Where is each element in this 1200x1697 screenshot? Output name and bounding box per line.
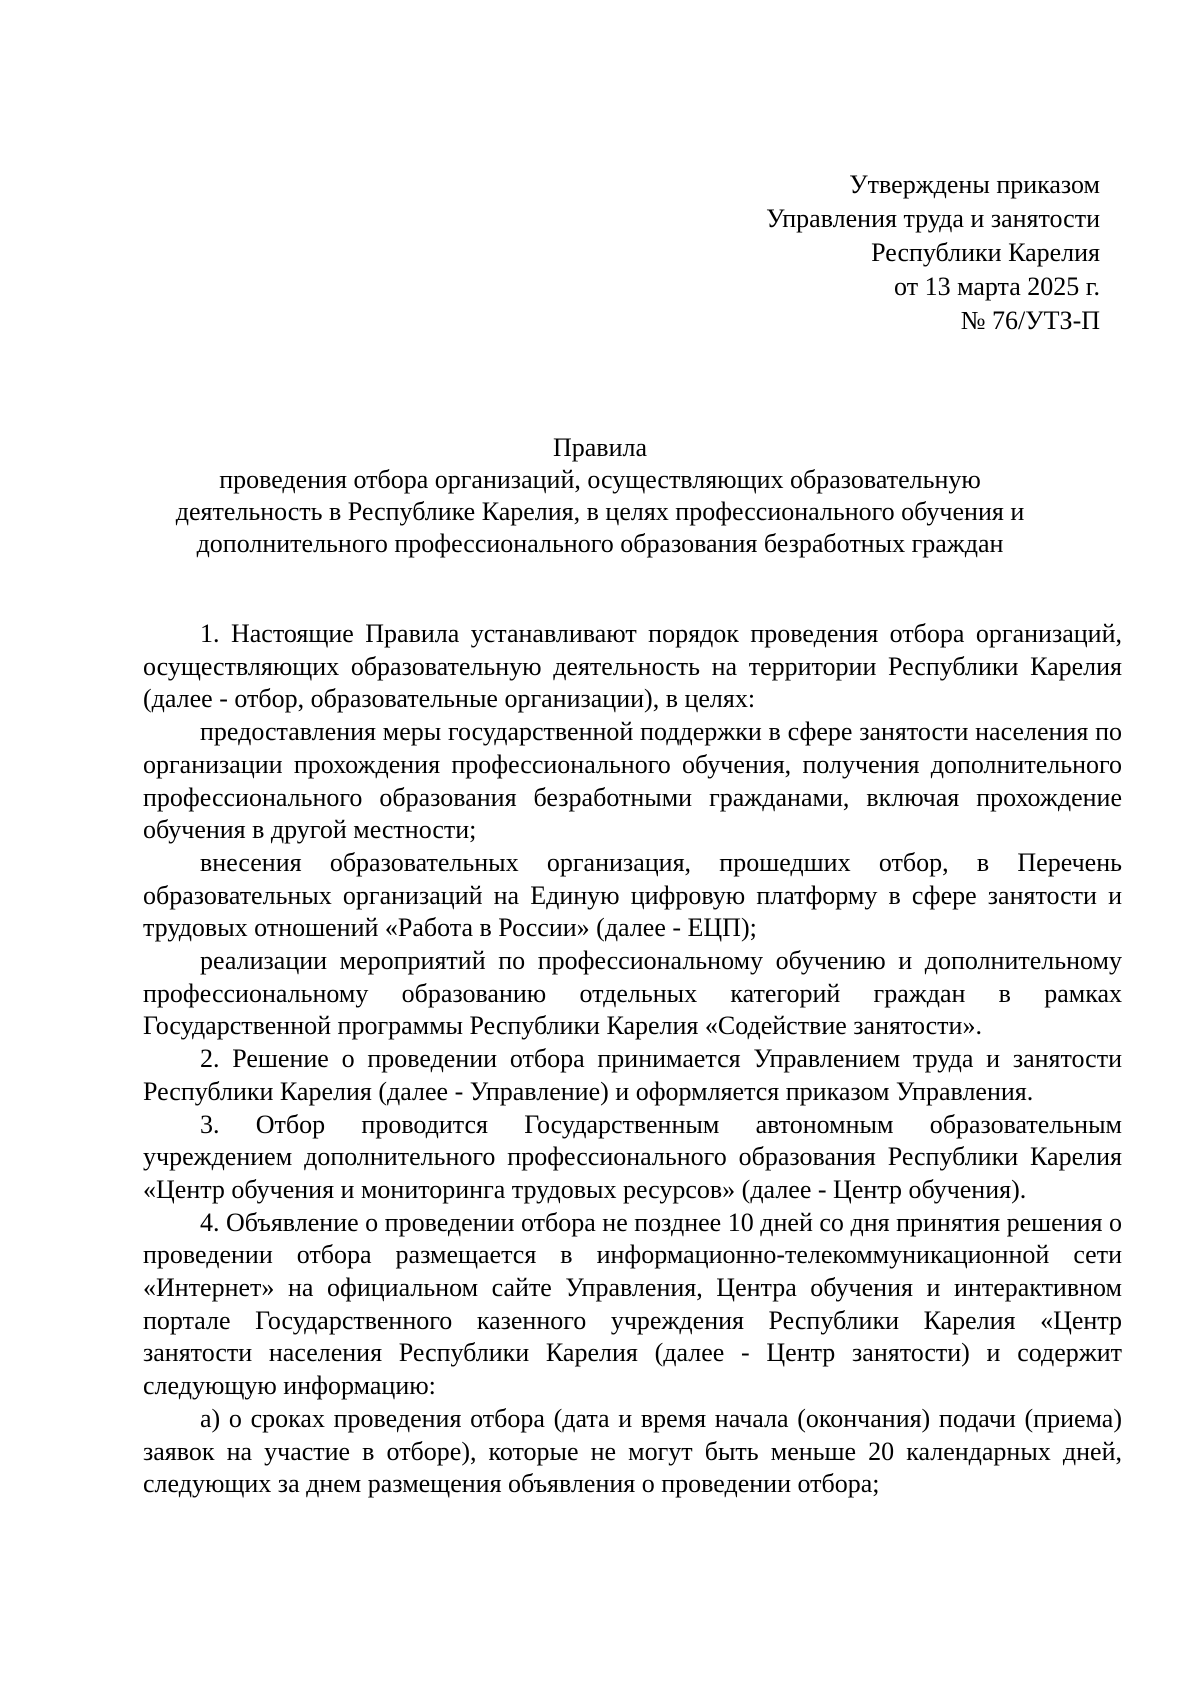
document-title [130,432,1070,560]
approval-line: Утверждены приказом [849,170,1100,199]
paragraph: 1. Настоящие Правила устанавливают порядок проведения отбора организаций, осуществляющих образовательную деятельность на территории Республики Карелия (далее - отбор, образовательные организации), в целях: [143,619,1122,714]
paragraph: 4. Объявление о проведении отбора не позднее 10 дней со дня принятия решения о проведении отбора размещается в информационно-телекоммуникационной сети «Интернет» на официальном сайте Управления, Центра обучения и интерактивном портале Государственного казенного учреждения Республики Карелия «Центр занятости населения Республики Карелия (далее - Центр занятости) и содержит следующую информацию: [143,1207,1122,1401]
paragraph: предоставления меры государственной поддержки в сфере занятости населения по организации прохождения профессионального обучения, получения дополнительного профессионального образования безработными гражданами, включая прохождение обучения в другой местности; [143,717,1122,845]
approval-stamp-block [500,168,1100,338]
approval-number: № 76/УТЗ-П [960,306,1100,335]
title-heading: Правила [552,433,648,462]
paragraph: реализации мероприятий по профессиональному обучению и дополнительному профессиональному образованию отдельных категорий граждан в рамках Государственной программы Республики Карелия «Содействие занятости». [143,946,1122,1041]
title-subline: проведения отбора организаций, осуществляющих образовательную [219,465,981,494]
paragraph: 2. Решение о проведении отбора принимается Управлением труда и занятости Республики Карелия (далее - Управление) и оформляется приказом Управления. [143,1044,1122,1106]
document-body [143,618,1122,1501]
paragraph: 3. Отбор проводится Государственным автономным образовательным учреждением дополнительного профессионального образования Республики Карелия «Центр обучения и мониторинга трудовых ресурсов» (далее - Центр обучения). [143,1109,1122,1204]
approval-date: от 13 марта 2025 г. [894,272,1100,301]
title-subline: дополнительного профессионального образования безработных граждан [196,529,1004,558]
approval-line: Республики Карелия [871,238,1100,267]
title-subline: деятельность в Республике Карелия, в целях профессионального обучения и [175,497,1025,526]
approval-line: Управления труда и занятости [766,204,1100,233]
paragraph: внесения образовательных организация, прошедших отбор, в Перечень образовательных организаций на Единую цифровую платформу в сфере занятости и трудовых отношений «Работа в России» (далее - ЕЦП); [143,847,1122,943]
paragraph: а) о сроках проведения отбора (дата и время начала (окончания) подачи (приема) заявок на участие в отборе), которые не могут быть меньше 20 календарных дней, следующих за днем размещения объявления о проведении отбора; [143,1403,1122,1499]
